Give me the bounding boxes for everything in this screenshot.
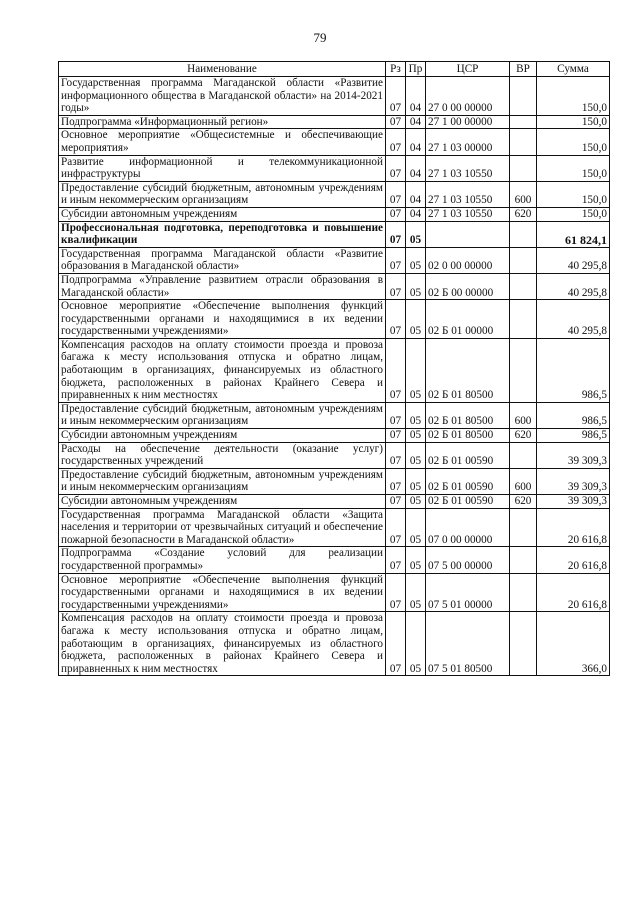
row-name: Предоставление субсидий бюджетным, автономным учреждениям и иным некоммерческим организациям	[59, 181, 386, 207]
row-vr: 600	[510, 402, 537, 428]
row-vr	[510, 129, 537, 155]
row-csr: 27 1 03 10550	[426, 207, 510, 221]
row-vr	[510, 573, 537, 612]
row-csr: 07 5 00 00000	[426, 547, 510, 573]
row-vr	[510, 442, 537, 468]
row-pr: 04	[406, 155, 426, 181]
row-vr	[510, 221, 537, 247]
row-csr	[426, 221, 510, 247]
row-rz: 07	[386, 612, 406, 676]
row-pr: 05	[406, 429, 426, 443]
row-name: Государственная программа Магаданской области «Защита населения и территории от чрезвычайных ситуаций и обеспечение пожарной безопасности в Магаданской области»	[59, 508, 386, 547]
row-csr: 07 5 01 00000	[426, 573, 510, 612]
row-pr: 04	[406, 207, 426, 221]
table-row	[59, 612, 610, 676]
row-rz: 07	[386, 155, 406, 181]
row-vr	[510, 612, 537, 676]
row-rz: 07	[386, 273, 406, 299]
row-pr: 05	[406, 547, 426, 573]
row-rz: 07	[386, 338, 406, 402]
row-pr: 05	[406, 508, 426, 547]
row-pr: 04	[406, 129, 426, 155]
header-vr: ВР	[510, 62, 537, 77]
row-vr	[510, 547, 537, 573]
table-row	[59, 247, 610, 273]
row-name: Расходы на обеспечение деятельности (оказание услуг) государственных учреждений	[59, 442, 386, 468]
row-name: Субсидии автономным учреждениям	[59, 495, 386, 509]
row-csr: 27 1 03 10550	[426, 181, 510, 207]
row-rz: 07	[386, 442, 406, 468]
row-rz: 07	[386, 129, 406, 155]
row-csr: 02 Б 01 00590	[426, 442, 510, 468]
row-csr: 27 1 00 00000	[426, 115, 510, 129]
row-pr: 04	[406, 115, 426, 129]
row-csr: 27 1 03 10550	[426, 155, 510, 181]
row-name: Основное мероприятие «Общесистемные и обеспечивающие мероприятия»	[59, 129, 386, 155]
budget-table	[58, 61, 610, 676]
table-row	[59, 155, 610, 181]
row-vr: 620	[510, 207, 537, 221]
table-row	[59, 429, 610, 443]
row-pr: 05	[406, 338, 426, 402]
table-row	[59, 273, 610, 299]
row-name: Государственная программа Магаданской области «Развитие информационного общества в Магаданской области» на 2014-2021 годы»	[59, 77, 386, 116]
row-vr	[510, 273, 537, 299]
table-row	[59, 547, 610, 573]
table-row	[59, 508, 610, 547]
row-rz: 07	[386, 547, 406, 573]
table-row	[59, 495, 610, 509]
row-sum: 986,5	[537, 402, 610, 428]
row-csr: 02 Б 01 80500	[426, 338, 510, 402]
row-sum: 20 616,8	[537, 573, 610, 612]
row-rz: 07	[386, 573, 406, 612]
row-name: Предоставление субсидий бюджетным, автономным учреждениям и иным некоммерческим организациям	[59, 402, 386, 428]
row-vr: 620	[510, 495, 537, 509]
row-csr: 02 Б 01 00590	[426, 468, 510, 494]
row-name: Подпрограмма «Информационный регион»	[59, 115, 386, 129]
table-row	[59, 300, 610, 339]
row-rz: 07	[386, 181, 406, 207]
row-sum: 20 616,8	[537, 508, 610, 547]
row-pr: 04	[406, 77, 426, 116]
row-rz: 07	[386, 300, 406, 339]
table-row	[59, 115, 610, 129]
row-pr: 05	[406, 402, 426, 428]
table-row	[59, 207, 610, 221]
page-number: 79	[313, 30, 327, 45]
row-pr: 05	[406, 221, 426, 247]
row-pr: 05	[406, 300, 426, 339]
row-name: Компенсация расходов на оплату стоимости проезда и провоза багажа к месту использования отпуска и обратно лицам, работающим в организациях, финансируемых из областного бюджета, расположенных в районах Крайнего Севера и приравненных к ним местностях	[59, 338, 386, 402]
row-sum: 20 616,8	[537, 547, 610, 573]
row-pr: 05	[406, 273, 426, 299]
row-sum: 150,0	[537, 207, 610, 221]
row-sum: 150,0	[537, 115, 610, 129]
row-sum: 39 309,3	[537, 495, 610, 509]
row-rz: 07	[386, 207, 406, 221]
header-name: Наименование	[59, 62, 386, 77]
row-name: Субсидии автономным учреждениям	[59, 429, 386, 443]
row-vr	[510, 247, 537, 273]
row-sum: 150,0	[537, 129, 610, 155]
table-header-row	[59, 62, 610, 77]
row-vr: 620	[510, 429, 537, 443]
row-csr: 02 Б 01 80500	[426, 429, 510, 443]
row-name: Государственная программа Магаданской области «Развитие образования в Магаданской области»	[59, 247, 386, 273]
row-sum: 61 824,1	[537, 221, 610, 247]
row-vr: 600	[510, 468, 537, 494]
row-rz: 07	[386, 115, 406, 129]
table-row	[59, 181, 610, 207]
row-name: Основное мероприятие «Обеспечение выполнения функций государственными органами и находящимися в их ведении государственными учреждениями»	[59, 300, 386, 339]
row-vr	[510, 508, 537, 547]
row-csr: 02 Б 01 80500	[426, 402, 510, 428]
row-sum: 150,0	[537, 155, 610, 181]
table-row	[59, 77, 610, 116]
row-rz: 07	[386, 429, 406, 443]
row-sum: 986,5	[537, 338, 610, 402]
row-rz: 07	[386, 468, 406, 494]
row-name: Подпрограмма «Создание условий для реализации государственной программы»	[59, 547, 386, 573]
header-pr: Пр	[406, 62, 426, 77]
row-pr: 05	[406, 468, 426, 494]
row-rz: 07	[386, 77, 406, 116]
row-vr	[510, 338, 537, 402]
row-sum: 40 295,8	[537, 247, 610, 273]
row-csr: 02 Б 00 00000	[426, 273, 510, 299]
row-sum: 366,0	[537, 612, 610, 676]
row-pr: 05	[406, 247, 426, 273]
table-row	[59, 442, 610, 468]
row-pr: 05	[406, 495, 426, 509]
row-pr: 05	[406, 442, 426, 468]
row-name: Профессиональная подготовка, переподготовка и повышение квалификации	[59, 221, 386, 247]
table-row	[59, 221, 610, 247]
row-name: Основное мероприятие «Обеспечение выполнения функций государственными органами и находящимися в их ведении государственными учреждениями»	[59, 573, 386, 612]
row-csr: 27 1 03 00000	[426, 129, 510, 155]
row-rz: 07	[386, 402, 406, 428]
header-csr: ЦСР	[426, 62, 510, 77]
row-vr	[510, 77, 537, 116]
row-vr: 600	[510, 181, 537, 207]
row-pr: 05	[406, 573, 426, 612]
header-rz: Рз	[386, 62, 406, 77]
table-row	[59, 338, 610, 402]
row-name: Предоставление субсидий бюджетным, автономным учреждениям и иным некоммерческим организациям	[59, 468, 386, 494]
row-sum: 986,5	[537, 429, 610, 443]
row-name: Субсидии автономным учреждениям	[59, 207, 386, 221]
row-sum: 40 295,8	[537, 300, 610, 339]
row-sum: 150,0	[537, 77, 610, 116]
table-row	[59, 129, 610, 155]
row-vr	[510, 155, 537, 181]
row-sum: 39 309,3	[537, 442, 610, 468]
row-rz: 07	[386, 247, 406, 273]
row-pr: 04	[406, 181, 426, 207]
header-sum: Сумма	[537, 62, 610, 77]
row-name: Компенсация расходов на оплату стоимости проезда и провоза багажа к месту использования отпуска и обратно лицам, работающим в организациях, финансируемых из областного бюджета, расположенных в районах Крайнего Севера и приравненных к ним местностях	[59, 612, 386, 676]
row-csr: 02 Б 01 00590	[426, 495, 510, 509]
row-sum: 39 309,3	[537, 468, 610, 494]
row-sum: 150,0	[537, 181, 610, 207]
row-rz: 07	[386, 508, 406, 547]
row-pr: 05	[406, 612, 426, 676]
row-rz: 07	[386, 221, 406, 247]
table-row	[59, 468, 610, 494]
row-csr: 07 0 00 00000	[426, 508, 510, 547]
row-rz: 07	[386, 495, 406, 509]
row-csr: 07 5 01 80500	[426, 612, 510, 676]
row-name: Развитие информационной и телекоммуникационной инфраструктуры	[59, 155, 386, 181]
row-csr: 02 Б 01 00000	[426, 300, 510, 339]
row-vr	[510, 300, 537, 339]
row-csr: 02 0 00 00000	[426, 247, 510, 273]
row-csr: 27 0 00 00000	[426, 77, 510, 116]
row-sum: 40 295,8	[537, 273, 610, 299]
row-vr	[510, 115, 537, 129]
row-name: Подпрограмма «Управление развитием отрасли образования в Магаданской области»	[59, 273, 386, 299]
table-row	[59, 573, 610, 612]
table-row	[59, 402, 610, 428]
